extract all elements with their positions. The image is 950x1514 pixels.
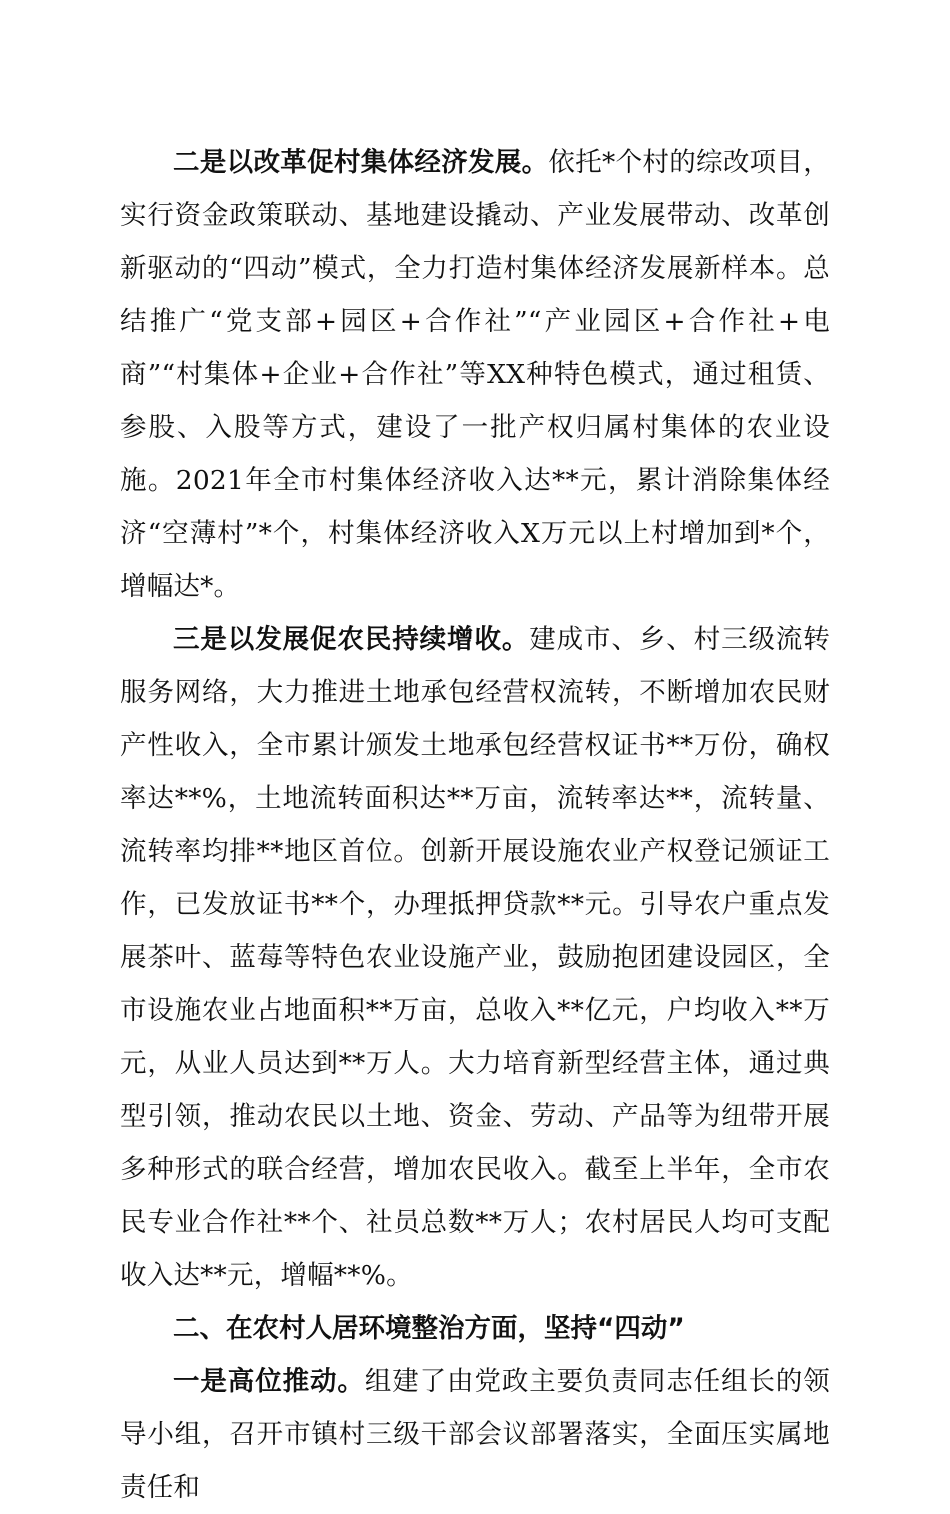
paragraph-text: 组建了由党政主要负责同志任组长的领导小组，召开市镇村三级干部会议部署落实，全面压实属地责任和	[120, 1366, 830, 1503]
paragraph-lead: 一是高位推动。	[173, 1366, 365, 1397]
paragraph-text: 依托*个村的综改项目，实行资金政策联动、基地建设撬动、产业发展带动、改革创新驱动的“四动”模式，全力打造村集体经济发展新样本。总结推广“党支部+园区+合作社”“产业园区+合作社+电商”“村集体+企业+合作社”等XX种特色模式，通过租赁、参股、入股等方式，建设了一批产权归属村集体的农业设施。2021年全市村集体经济收入达**元，累计消除集体经济“空薄村”*个，村集体经济收入X万元以上村增加到*个，增幅达*。	[120, 147, 830, 602]
paragraph-high-level-push	[120, 1355, 830, 1514]
document-body	[120, 136, 830, 1514]
paragraph-reform-collective-economy	[120, 136, 830, 613]
section-heading: 二、在农村人居环境整治方面，坚持“四动”	[173, 1313, 685, 1344]
paragraph-farmer-income	[120, 613, 830, 1302]
paragraph-lead: 三是以发展促农民持续增收。	[173, 624, 530, 655]
paragraph-lead: 二是以改革促村集体经济发展。	[173, 147, 549, 178]
paragraph-text: 建成市、乡、村三级流转服务网络，大力推进土地承包经营权流转，不断增加农民财产性收入，全市累计颁发土地承包经营权证书**万份，确权率达**%，土地流转面积达**万亩，流转率达**，流转量、流转率均排**地区首位。创新开展设施农业产权登记颁证工作，已发放证书**个，办理抵押贷款**元。引导农户重点发展茶叶、蓝莓等特色农业设施产业，鼓励抱团建设园区，全市设施农业占地面积**万亩，总收入**亿元，户均收入**万元，从业人员达到**万人。大力培育新型经营主体，通过典型引领，推动农民以土地、资金、劳动、产品等为纽带开展多种形式的联合经营，增加农民收入。截至上半年，全市农民专业合作社**个、社员总数**万人；农村居民人均可支配收入达**元，增幅**%。	[120, 624, 830, 1291]
